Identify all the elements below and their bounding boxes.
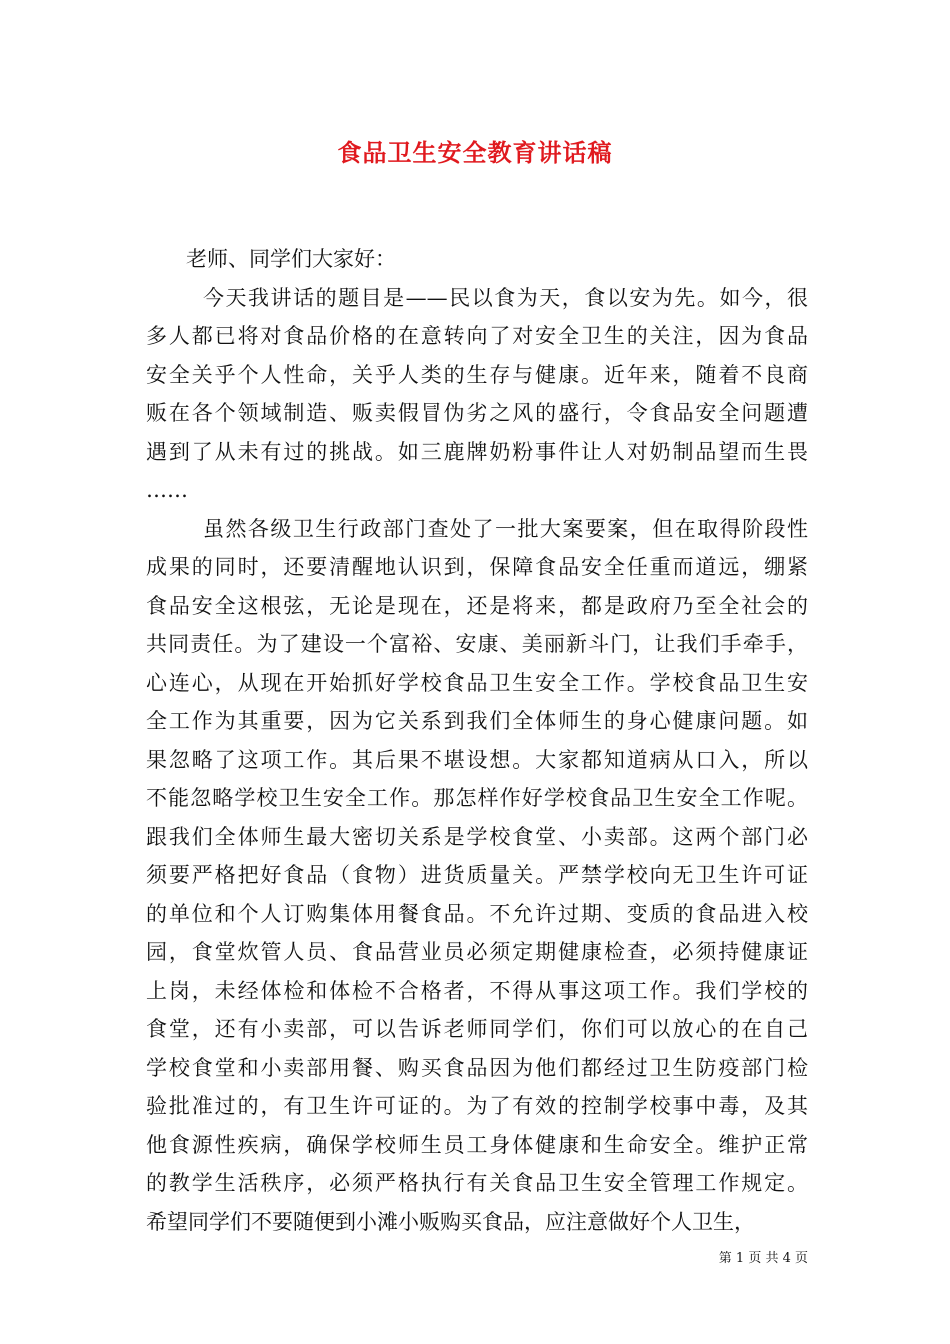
paragraph-2-line: 共同责任。为了建设一个富裕、安康、美丽新斗门，让我们手牵手， [146,632,808,656]
paragraph-2-line: 食品安全这根弦，无论是现在，还是将来，都是政府乃至全社会的 [146,593,808,618]
paragraph-2-line: 全工作为其重要，因为它关系到我们全体师生的身心健康问题。如 [146,709,808,733]
paragraph-1-line: …… [146,478,188,502]
page-title: 食品卫生安全教育讲话稿 [337,138,613,167]
paragraph-2-line: 心连心，从现在开始抓好学校食品卫生安全工作。学校食品卫生安 [146,670,808,695]
paragraph-2-line: 学校食堂和小卖部用餐、购买食品因为他们都经过卫生防疫部门检 [146,1055,808,1080]
paragraph-1-line: 安全关乎个人性命，关乎人类的生存与健康。近年来，随着不良商 [146,362,808,387]
paragraph-1-line: 遇到了从未有过的挑战。如三鹿牌奶粉事件让人对奶制品望而生畏 [146,439,808,464]
paragraph-2-line: 果忽略了这项工作。其后果不堪设想。大家都知道病从口入，所以 [146,747,808,772]
paragraph-2-line: 的单位和个人订购集体用餐食品。不允许过期、变质的食品进入校 [146,901,808,926]
paragraph-2-line: 成果的同时，还要清醒地认识到，保障食品安全任重而道远，绷紧 [146,555,808,579]
paragraph-2-line: 虽然各级卫生行政部门查处了一批大案要案，但在取得阶段性 [203,516,808,541]
page-number: 第 1 页 共 4 页 [718,1251,808,1266]
paragraph-2-line: 跟我们全体师生最大密切关系是学校食堂、小卖部。这两个部门必 [146,824,808,849]
paragraph-2-line: 须要严格把好食品（食物）进货质量关。严禁学校向无卫生许可证 [146,863,808,887]
greeting: 老师、同学们大家好： [186,247,396,271]
paragraph-2-line: 验批准过的，有卫生许可证的。为了有效的控制学校事中毒，及其 [146,1094,808,1118]
paragraph-2-line: 希望同学们不要随便到小滩小贩购买食品，应注意做好个人卫生， [146,1209,755,1234]
paragraph-1-line: 多人都已将对食品价格的在意转向了对安全卫生的关注，因为食品 [146,324,808,348]
paragraph-2-line: 不能忽略学校卫生安全工作。那怎样作好学校食品卫生安全工作呢。 [146,786,808,810]
paragraph-2-line: 上岗，未经体检和体检不合格者，不得从事这项工作。我们学校的 [146,978,808,1003]
paragraph-2-line: 他食源性疾病，确保学校师生员工身体健康和生命安全。维护正常 [146,1132,808,1157]
paragraph-2-line: 的教学生活秩序，必须严格执行有关食品卫生安全管理工作规定。 [146,1171,808,1195]
paragraph-2-line: 食堂，还有小卖部，可以告诉老师同学们，你们可以放心的在自己 [146,1017,808,1041]
paragraph-2-line: 园，食堂炊管人员、食品营业员必须定期健康检查，必须持健康证 [146,940,808,964]
paragraph-1-line: 今天我讲话的题目是——民以食为天，食以安为先。如今，很 [203,285,808,310]
document-body [146,240,808,1241]
paragraph-1-line: 贩在各个领域制造、贩卖假冒伪劣之风的盛行，令食品安全问题遭 [146,401,808,425]
